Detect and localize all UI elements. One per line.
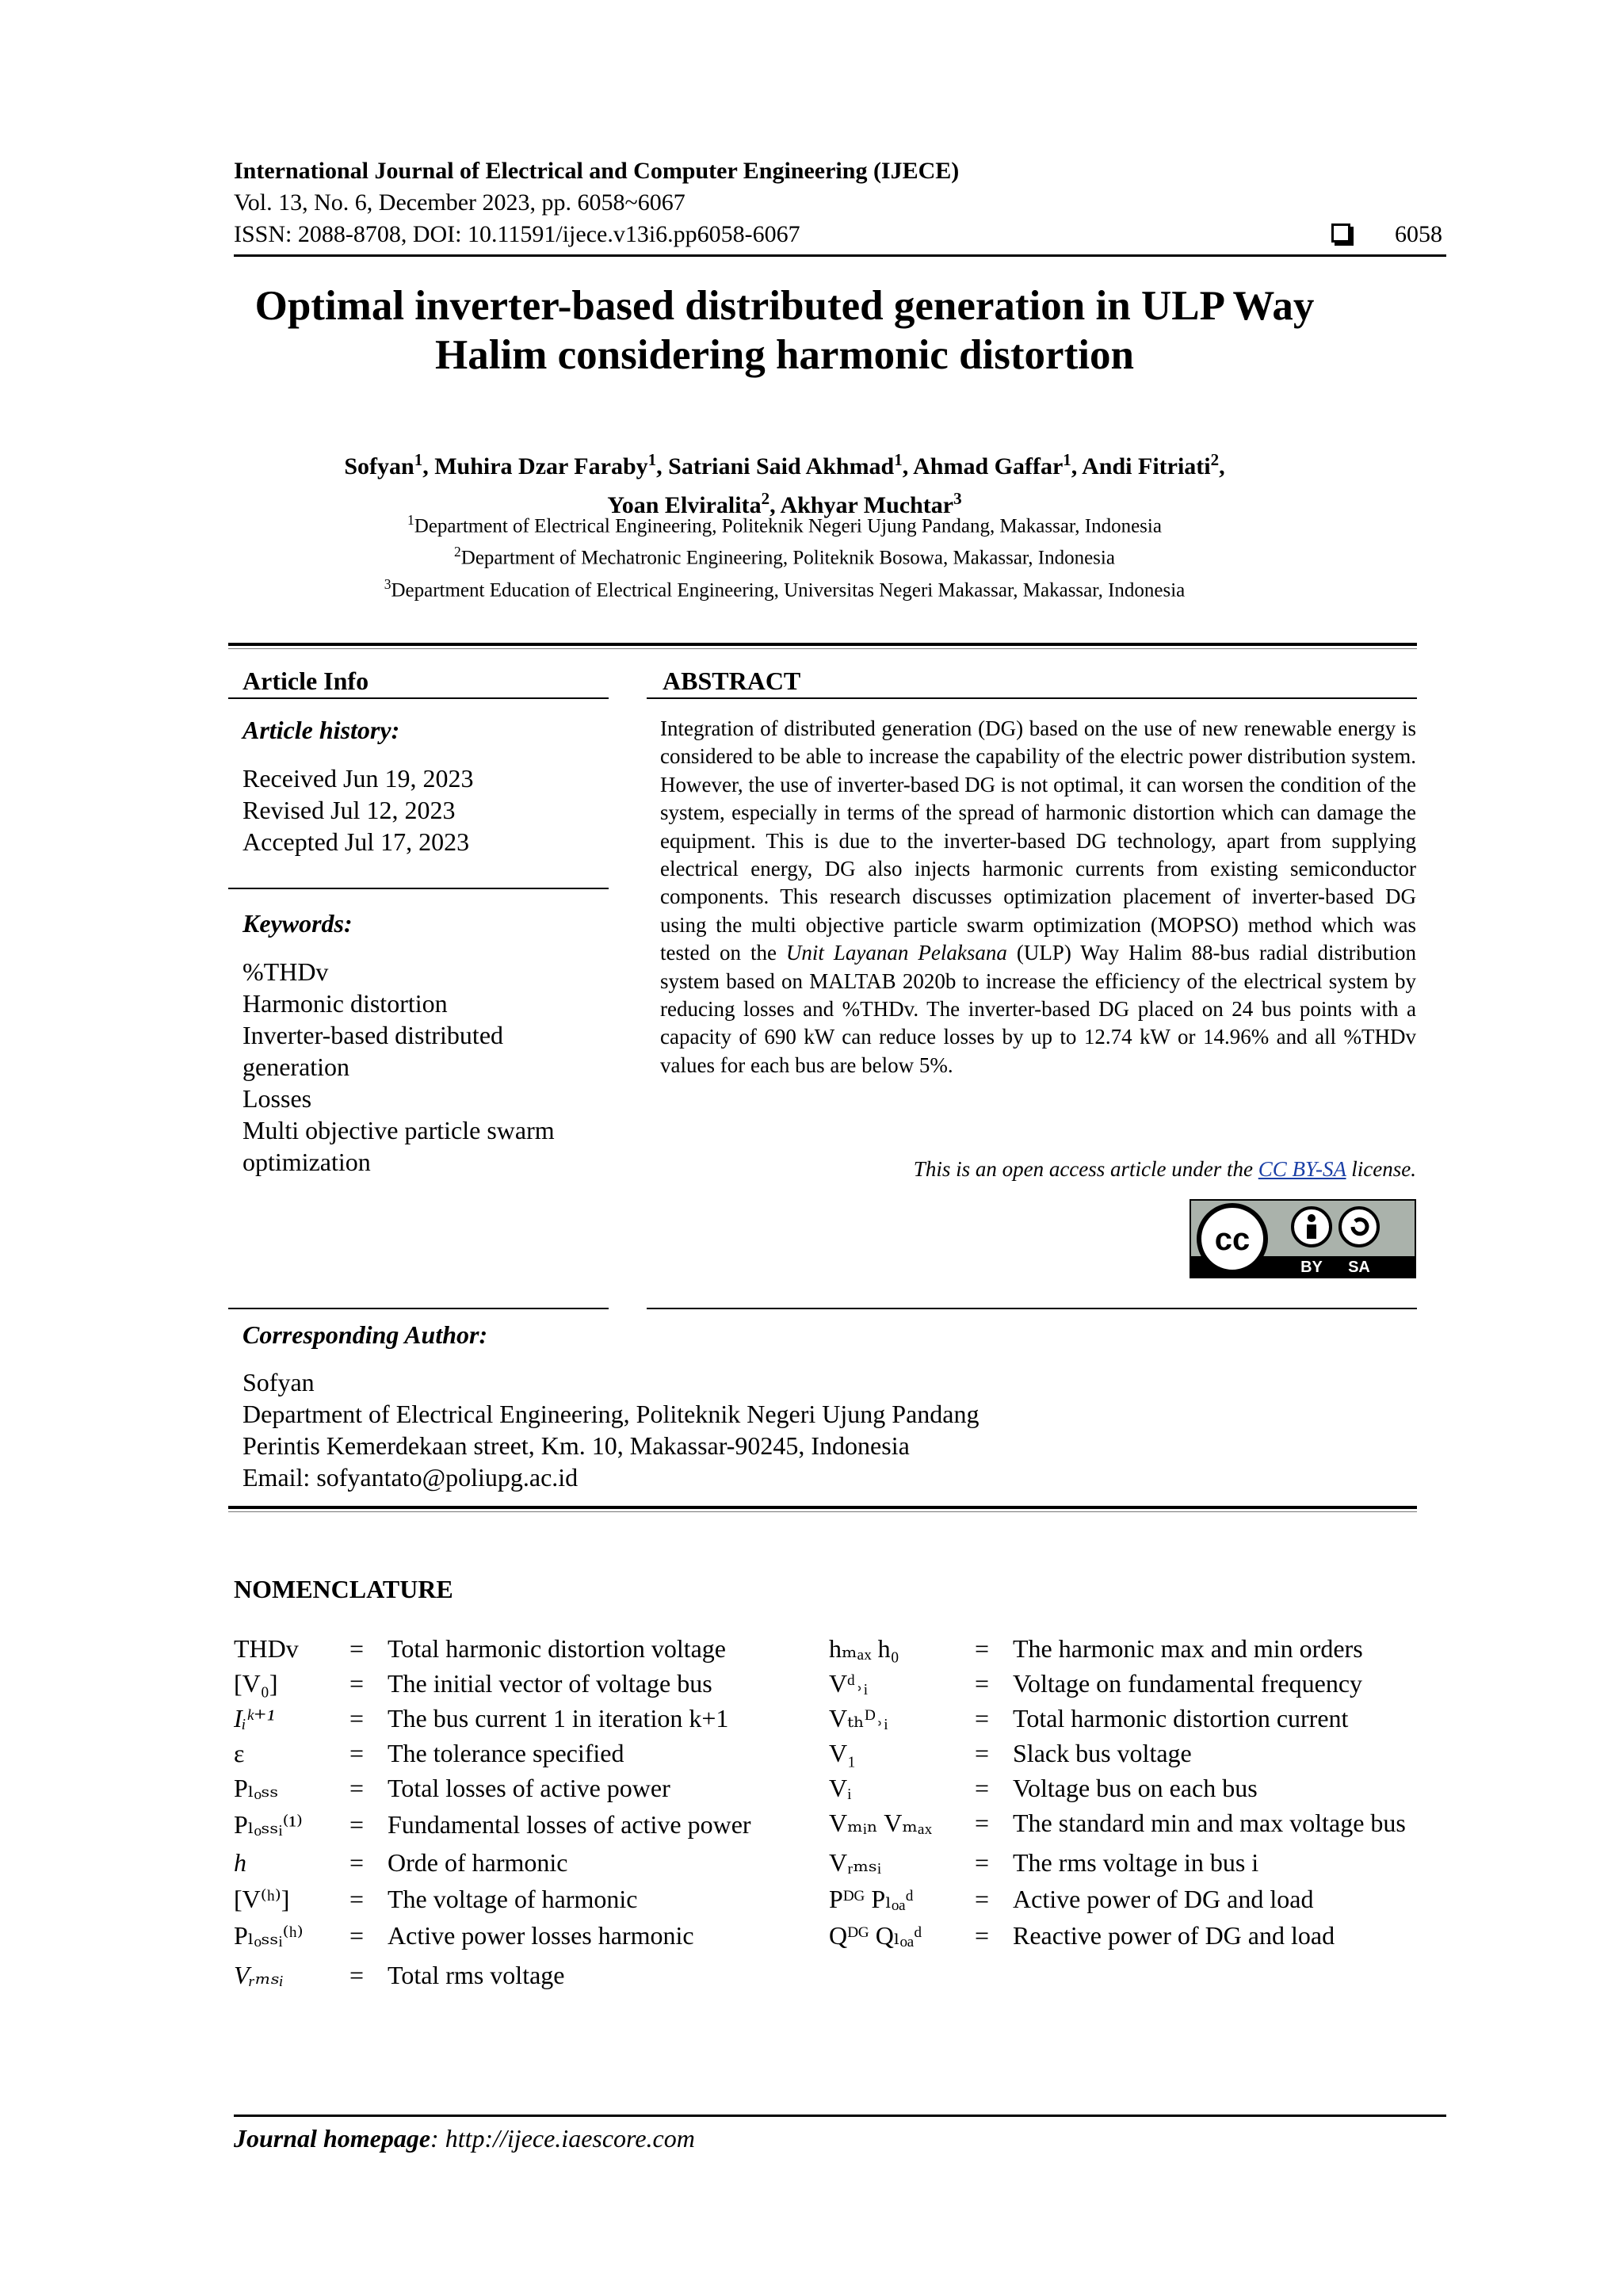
author-affil-marker: 2 bbox=[761, 489, 770, 508]
nomenclature-equals: = bbox=[975, 1848, 990, 1877]
by-person-body-icon bbox=[1307, 1224, 1316, 1239]
nomenclature-description: The tolerance specified bbox=[388, 1739, 624, 1767]
nomenclature-entry bbox=[234, 1920, 694, 1951]
nomenclature-entry bbox=[829, 1847, 1258, 1878]
nomenclature-equals: = bbox=[349, 1669, 365, 1698]
history-rule bbox=[228, 888, 609, 889]
author-affil-marker: 2 bbox=[1210, 450, 1220, 469]
nomenclature-description: The bus current 1 in iteration k+1 bbox=[388, 1704, 729, 1733]
author-name: Andi Fitriati bbox=[1082, 453, 1211, 479]
footer-rule bbox=[234, 2115, 1446, 2117]
info-box-top-rule-shadow bbox=[228, 648, 1417, 649]
author-name: Satriani Said Akhmad bbox=[668, 453, 895, 479]
title-line-1: Optimal inverter-based distributed generation in ULP Way bbox=[254, 283, 1315, 329]
nomenclature-entry bbox=[234, 1883, 637, 1915]
sa-share-alike-icon bbox=[1340, 1208, 1378, 1246]
affiliation-number: 1 bbox=[407, 512, 414, 528]
nomenclature-symbol: Pₗₒₛₛᵢ⁽¹⁾ bbox=[234, 1810, 303, 1839]
nomenclature-equals: = bbox=[349, 1704, 365, 1733]
nomenclature-symbol: Vᵈ˒ᵢ bbox=[829, 1669, 868, 1698]
author-name: Yoan Elviralita bbox=[607, 492, 762, 518]
affiliation-text: Department of Mechatronic Engineering, Politeknik Bosowa, Makassar, Indonesia bbox=[460, 547, 1115, 569]
corresponding-author-email: Email: sofyantato@poliupg.ac.id bbox=[242, 1463, 579, 1492]
nomenclature-equals: = bbox=[975, 1809, 990, 1837]
abstract-bottom-rule bbox=[647, 1308, 1417, 1309]
nomenclature-entry bbox=[829, 1807, 1406, 1839]
keyword-item: Harmonic distortion bbox=[242, 989, 448, 1018]
nomenclature-description: Total rms voltage bbox=[388, 1961, 565, 1989]
nomenclature-symbol: Pₗₒₛₛᵢ⁽ʰ⁾ bbox=[234, 1921, 304, 1950]
nomenclature-entry bbox=[829, 1633, 1363, 1664]
nomenclature-description: Active power losses harmonic bbox=[388, 1921, 694, 1950]
nomenclature-entry bbox=[234, 1668, 712, 1699]
abstract-heading: ABSTRACT bbox=[663, 667, 801, 695]
keyword-item: Losses bbox=[242, 1084, 312, 1113]
author-line-2: Yoan Elviralita$^2$, Akhyar Muchtar$^3$ bbox=[607, 489, 962, 518]
cc-logo-label: cc bbox=[1214, 1222, 1251, 1257]
author-affil-marker: 1 bbox=[1063, 450, 1071, 469]
keyword-item: generation bbox=[242, 1052, 350, 1081]
corresponding-author-heading: Corresponding Author: bbox=[242, 1320, 488, 1349]
nomenclature-symbol: Vₘᵢₙ Vₘₐₓ bbox=[829, 1809, 932, 1837]
nomenclature-symbol: [V₀] bbox=[234, 1669, 278, 1698]
license-pre-text: This is an open access article under the bbox=[913, 1157, 1258, 1181]
nomenclature-entry bbox=[829, 1668, 1362, 1699]
author-name: Muhira Dzar Faraby bbox=[434, 453, 648, 479]
accepted-date: Accepted Jul 17, 2023 bbox=[242, 827, 470, 856]
nomenclature-entry bbox=[234, 1772, 670, 1804]
license-post-text: license. bbox=[1346, 1157, 1416, 1181]
nomenclature-symbol: Vᵢ bbox=[829, 1774, 852, 1802]
author-name: Ahmad Gaffar bbox=[913, 453, 1064, 479]
affiliation-text: Department Education of Electrical Engineering, Universitas Negeri Makassar, Makassar, Indonesia bbox=[391, 579, 1186, 601]
page-number: 6058 bbox=[1395, 221, 1442, 247]
revised-date: Revised Jul 12, 2023 bbox=[242, 796, 456, 824]
nomenclature-equals: = bbox=[975, 1774, 990, 1802]
nomenclature-entry bbox=[234, 1737, 624, 1769]
corresponding-author-name: Sofyan bbox=[242, 1368, 315, 1396]
nomenclature-symbol: V₁ bbox=[829, 1739, 857, 1767]
nomenclature-equals: = bbox=[349, 1885, 365, 1913]
corresponding-author-street: Perintis Kemerdekaan street, Km. 10, Makassar-90245, Indonesia bbox=[242, 1431, 910, 1460]
nomenclature-equals: = bbox=[975, 1921, 990, 1950]
affiliation-item bbox=[190, 571, 1379, 603]
abstract-body-part-1: Integration of distributed generation (DG) based on the use of new renewable energy is considered to be able to increase the capability of the electric power distribution system. However, the use of inverter-based DG is not optimal, it can worsen the condition of the system, especially in terms of the spread of harmonic distortion which can damage the equipment. This is due to the inverter-based DG technology, apart from supplying electrical energy, DG also injects harmonic currents from existing semiconductor components. This research discusses optimization placement of inverter-based DG using the multi objective particle swarm optimization (MOPSO) method which was tested on the bbox=[660, 716, 1416, 965]
journal-homepage bbox=[234, 2122, 695, 2154]
paper-title bbox=[190, 281, 1379, 380]
nomenclature-entry bbox=[234, 1809, 751, 1840]
nomenclature-entry bbox=[234, 1959, 564, 1991]
nomenclature-entry bbox=[829, 1920, 1335, 1951]
nomenclature-entry bbox=[829, 1772, 1258, 1804]
cc-by-sa-badge bbox=[1190, 1199, 1416, 1278]
header-rule bbox=[234, 254, 1446, 257]
nomenclature-symbol: Qᴰᴳ Qₗₒₐᵈ bbox=[829, 1921, 922, 1950]
nomenclature-heading: NOMENCLATURE bbox=[234, 1575, 453, 1603]
journal-name: International Journal of Electrical and Computer Engineering (IJECE) bbox=[234, 158, 960, 184]
author-name: Akhyar Muchtar bbox=[780, 492, 954, 518]
abstract-italic-term: Unit Layanan Pelaksana bbox=[785, 941, 1007, 965]
nomenclature-symbol: h bbox=[234, 1848, 246, 1877]
nomenclature-description: Slack bus voltage bbox=[1013, 1739, 1192, 1767]
nomenclature-equals: = bbox=[349, 1961, 365, 1989]
nomenclature-symbol: Vᵣₘₛᵢ bbox=[829, 1848, 882, 1877]
nomenclature-symbol: [V⁽ʰ⁾] bbox=[234, 1885, 290, 1913]
nomenclature-description: The voltage of harmonic bbox=[388, 1885, 638, 1913]
nomenclature-entry bbox=[829, 1737, 1192, 1769]
journal-issn: ISSN: 2088-8708, DOI: 10.11591/ijece.v13i6.pp6058-6067 bbox=[234, 221, 800, 247]
author-affil-marker: 3 bbox=[953, 489, 962, 508]
by-label: BY bbox=[1300, 1259, 1323, 1276]
nomenclature-entry bbox=[829, 1883, 1313, 1915]
nomenclature-equals: = bbox=[975, 1669, 990, 1698]
license-link[interactable]: CC BY-SA bbox=[1258, 1157, 1346, 1181]
nomenclature-equals: = bbox=[349, 1848, 365, 1877]
abstract-rule bbox=[647, 697, 1417, 699]
keyword-item: %THDv bbox=[242, 957, 329, 986]
keywords-heading: Keywords: bbox=[242, 909, 353, 938]
nomenclature-symbol: Vₜₕᴰ˒ᵢ bbox=[829, 1704, 888, 1733]
article-info-rule bbox=[228, 697, 609, 699]
article-history-heading: Article history: bbox=[242, 716, 400, 744]
author-affil-marker: 1 bbox=[414, 450, 423, 469]
nomenclature-description: Orde of harmonic bbox=[388, 1848, 568, 1877]
received-date: Received Jun 19, 2023 bbox=[242, 764, 474, 793]
cc-badge-graphic bbox=[1191, 1201, 1415, 1277]
nomenclature-entry bbox=[234, 1702, 728, 1734]
affiliation-number: 3 bbox=[384, 575, 391, 592]
nomenclature-equals: = bbox=[975, 1704, 990, 1733]
author-affil-marker: 1 bbox=[647, 450, 657, 469]
author-name: Sofyan bbox=[344, 453, 414, 479]
nomenclature-description: Active power of DG and load bbox=[1013, 1885, 1314, 1913]
nomenclature-description: The harmonic max and min orders bbox=[1013, 1634, 1363, 1663]
nomenclature-symbol: hₘₐₓ h₀ bbox=[829, 1634, 899, 1663]
author-affil-marker: 1 bbox=[894, 450, 903, 469]
nomenclature-entry bbox=[829, 1702, 1348, 1734]
abstract-text bbox=[660, 715, 1416, 1079]
nomenclature-symbol: Pₗₒₛₛ bbox=[234, 1774, 279, 1802]
nomenclature-equals: = bbox=[349, 1810, 365, 1839]
article-info-bottom-rule bbox=[228, 1308, 609, 1309]
corresponding-author-dept: Department of Electrical Engineering, Politeknik Negeri Ujung Pandang bbox=[242, 1400, 980, 1428]
by-person-head-icon bbox=[1308, 1214, 1316, 1222]
license-statement bbox=[660, 1155, 1416, 1183]
nomenclature-entry bbox=[234, 1847, 567, 1878]
keyword-list bbox=[242, 956, 599, 1178]
journal-homepage-label: Journal homepage bbox=[234, 2124, 431, 2153]
nomenclature-symbol: Iᵢᵏ⁺¹ bbox=[234, 1704, 275, 1733]
keyword-item: Multi objective particle swarm bbox=[242, 1116, 555, 1144]
abstract-body-part-2: (ULP) Way Halim 88-bus radial distribution system based on MALTAB 2020b to increase the efficiency of the electrical system by reducing losses and %THDv. The inverter-based DG placed on 24 bus points with a capacity of 690 kW can reduce losses by up to 12.74 kW or 14.96% and all %THDv values for each bus are below 5%. bbox=[660, 941, 1416, 1077]
nomenclature-description: Voltage on fundamental frequency bbox=[1013, 1669, 1363, 1698]
nomenclature-description: Total harmonic distortion voltage bbox=[388, 1634, 726, 1663]
affiliation-item bbox=[190, 507, 1379, 539]
nomenclature-symbol: THDv bbox=[234, 1634, 299, 1663]
info-box-top-rule bbox=[228, 643, 1417, 646]
nomenclature-description: Voltage bus on each bus bbox=[1013, 1774, 1258, 1802]
affiliation-item bbox=[190, 539, 1379, 571]
nomenclature-symbol: ε bbox=[234, 1739, 245, 1767]
journal-volume: Vol. 13, No. 6, December 2023, pp. 6058~6067 bbox=[234, 189, 685, 216]
journal-homepage-url[interactable]: : http://ijece.iaescore.com bbox=[430, 2124, 695, 2153]
sa-label: SA bbox=[1348, 1259, 1370, 1276]
nomenclature-description: Fundamental losses of active power bbox=[388, 1810, 751, 1839]
nomenclature-entry bbox=[234, 1633, 726, 1664]
keyword-item: optimization bbox=[242, 1148, 371, 1176]
nomenclature-equals: = bbox=[349, 1921, 365, 1950]
keyword-item: Inverter-based distributed bbox=[242, 1021, 504, 1049]
nomenclature-symbol: Vᵣₘₛᵢ bbox=[234, 1961, 284, 1989]
nomenclature-equals: = bbox=[349, 1774, 365, 1802]
title-line-2: Halim considering harmonic distortion bbox=[435, 332, 1134, 378]
square-bullet-icon bbox=[1331, 223, 1350, 243]
article-info-heading: Article Info bbox=[242, 667, 369, 695]
author-line-1: Sofyan$^1$, Muhira Dzar Faraby$^1$, Satriani Said Akhmad$^1$, Ahmad Gaffar$^1$, Andi Fitriati$^2$, bbox=[344, 450, 1225, 479]
nomenclature-equals: = bbox=[975, 1634, 990, 1663]
nomenclature-symbol: Pᴰᴳ Pₗₒₐᵈ bbox=[829, 1885, 914, 1913]
nomenclature-description: The standard min and max voltage bus bbox=[1013, 1809, 1406, 1837]
nomenclature-equals: = bbox=[975, 1739, 990, 1767]
info-box-bottom-rule-shadow bbox=[228, 1511, 1417, 1512]
nomenclature-description: Total losses of active power bbox=[388, 1774, 670, 1802]
nomenclature-description: Reactive power of DG and load bbox=[1013, 1921, 1335, 1950]
nomenclature-equals: = bbox=[975, 1885, 990, 1913]
affiliation-list bbox=[190, 507, 1379, 603]
nomenclature-description: The initial vector of voltage bus bbox=[388, 1669, 712, 1698]
info-box-bottom-rule bbox=[228, 1506, 1417, 1509]
nomenclature-description: The rms voltage in bus i bbox=[1013, 1848, 1259, 1877]
nomenclature-equals: = bbox=[349, 1634, 365, 1663]
nomenclature-description: Total harmonic distortion current bbox=[1013, 1704, 1349, 1733]
nomenclature-equals: = bbox=[349, 1739, 365, 1767]
affiliation-number: 2 bbox=[454, 544, 461, 560]
affiliation-text: Department of Electrical Engineering, Politeknik Negeri Ujung Pandang, Makassar, Indonesia bbox=[414, 515, 1162, 537]
